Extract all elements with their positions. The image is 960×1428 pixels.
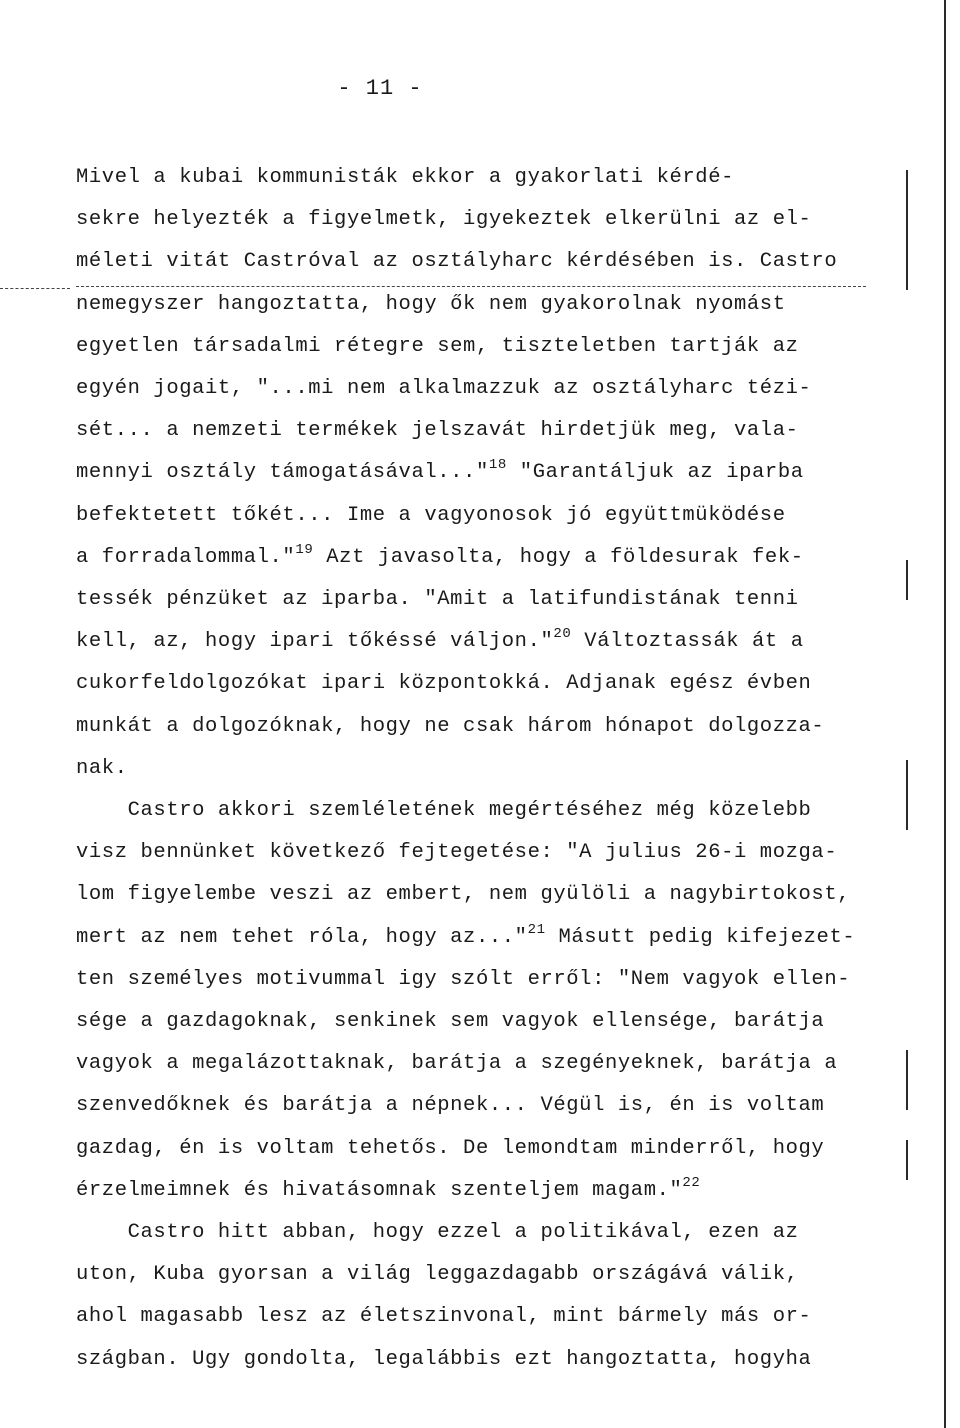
text-line bbox=[76, 250, 837, 274]
text-segment: méleti vitát Castróval az osztályharc kérdésében is. Castro bbox=[76, 250, 838, 274]
text-line bbox=[76, 1094, 824, 1118]
text-segment: szágban. Ugy gondolta, legalábbis ezt hangoztatta, hogyha bbox=[76, 1347, 812, 1371]
text-line bbox=[76, 457, 804, 485]
text-segment: sége a gazdagoknak, senkinek sem vagyok ellensége, barátja bbox=[76, 1010, 825, 1033]
text-segment: "Garantáljuk az iparba bbox=[506, 461, 804, 485]
text-segment: uton, Kuba gyorsan a világ leggazdagabb országává válik, bbox=[76, 1263, 799, 1287]
margin-tick bbox=[906, 170, 908, 290]
text-line bbox=[76, 1010, 824, 1034]
text-segment: ten személyes motivummal igy szólt erről: "Nem vagyok ellen- bbox=[76, 967, 851, 991]
margin-tick bbox=[906, 1140, 908, 1180]
text-line bbox=[76, 672, 811, 696]
margin-tick bbox=[906, 760, 908, 830]
text-segment: Másutt pedig kifejezet- bbox=[545, 925, 856, 949]
text-segment: Castro akkori szemléletének megértéséhez még közelebb bbox=[76, 799, 812, 822]
text-segment: mert az nem tehet róla, hogy az..." bbox=[76, 925, 528, 949]
text-line bbox=[76, 1221, 799, 1245]
text-segment: Változtassák át a bbox=[571, 630, 804, 654]
text-line bbox=[76, 841, 837, 865]
text-line bbox=[76, 588, 799, 612]
text-segment: szenvedőknek és barátja a népnek... Végül is, én is voltam bbox=[76, 1094, 825, 1118]
text-line bbox=[76, 208, 811, 232]
footnote-ref: 19 bbox=[295, 541, 314, 558]
text-line bbox=[76, 921, 856, 950]
text-segment: lom figyelembe veszi az embert, nem gyülöli a nagybirtokost, bbox=[76, 883, 851, 907]
text-segment: sét... a nemzeti termékek jelszavát hirdetjük meg, vala- bbox=[76, 419, 799, 443]
text-segment: a forradalommal." bbox=[76, 545, 296, 569]
text-line bbox=[76, 1305, 811, 1329]
text-line bbox=[76, 335, 799, 359]
text-line bbox=[76, 541, 804, 570]
dashed-line-mark bbox=[0, 288, 70, 289]
text-segment: befektetett tőkét... Ime a vagyonosok jó együttmüködése bbox=[76, 503, 786, 527]
text-line bbox=[76, 166, 734, 190]
footnote-ref: 22 bbox=[682, 1174, 701, 1191]
text-segment: kell, az, hogy ipari tőkéssé váljon." bbox=[76, 630, 554, 654]
text-line bbox=[76, 968, 850, 992]
text-segment: sekre helyezték a figyelmetk, igyekeztek elkerülni az el- bbox=[76, 208, 812, 232]
text-segment: Castro hitt abban, hogy ezzel a politikával, ezen az bbox=[76, 1221, 799, 1244]
text-segment: Azt javasolta, hogy a földesurak fek- bbox=[313, 545, 804, 569]
footnote-ref: 21 bbox=[527, 921, 546, 938]
page-number: - 11 - bbox=[337, 76, 423, 101]
text-line bbox=[76, 1137, 824, 1161]
text-segment: Mivel a kubai kommunisták ekkor a gyakorlati kérdé- bbox=[76, 166, 735, 189]
scan-edge-line bbox=[944, 0, 946, 1428]
text-segment: cukorfeldolgozókat ipari központokká. Adjanak egész évben bbox=[76, 672, 812, 696]
text-segment: gazdag, én is voltam tehetős. De lemondtam minderről, hogy bbox=[76, 1136, 825, 1160]
text-segment: nak. bbox=[76, 756, 128, 780]
text-line bbox=[76, 419, 799, 443]
text-line bbox=[76, 883, 850, 907]
text-line bbox=[76, 757, 128, 781]
text-line bbox=[76, 715, 824, 739]
text-line bbox=[76, 504, 786, 528]
text-line bbox=[76, 799, 811, 823]
text-line bbox=[76, 1348, 811, 1372]
text-segment: mennyi osztály támogatásával..." bbox=[76, 461, 489, 485]
text-segment: vagyok a megalázottaknak, barátja a szegényeknek, barátja a bbox=[76, 1052, 838, 1076]
text-segment: érzelmeimnek és hivatásomnak szenteljem magam." bbox=[76, 1178, 683, 1202]
text-line bbox=[76, 377, 811, 401]
text-segment: visz bennünket következő fejtegetése: "A julius 26-i mozga- bbox=[76, 841, 838, 865]
text-line bbox=[76, 1263, 799, 1287]
text-line bbox=[76, 1052, 837, 1076]
text-segment: ahol magasabb lesz az életszinvonal, mint bármely más or- bbox=[76, 1305, 812, 1329]
text-line bbox=[76, 293, 786, 317]
text-segment: egyén jogait, "...mi nem alkalmazzuk az osztályharc tézi- bbox=[76, 377, 812, 400]
text-line bbox=[76, 1174, 701, 1203]
text-segment: munkát a dolgozóknak, hogy ne csak három hónapot dolgozza- bbox=[76, 714, 825, 738]
margin-tick bbox=[906, 560, 908, 600]
text-line bbox=[76, 626, 804, 654]
underline-mark bbox=[76, 286, 866, 287]
footnote-ref: 20 bbox=[553, 626, 572, 643]
text-segment: tessék pénzüket az iparba. "Amit a latifundistának tenni bbox=[76, 588, 799, 611]
text-segment: nemegyszer hangoztatta, hogy ők nem gyakorolnak nyomást bbox=[76, 292, 786, 316]
text-segment: egyetlen társadalmi rétegre sem, tiszteletben tartják az bbox=[76, 334, 799, 358]
footnote-ref: 18 bbox=[488, 457, 507, 474]
margin-tick bbox=[906, 1050, 908, 1110]
